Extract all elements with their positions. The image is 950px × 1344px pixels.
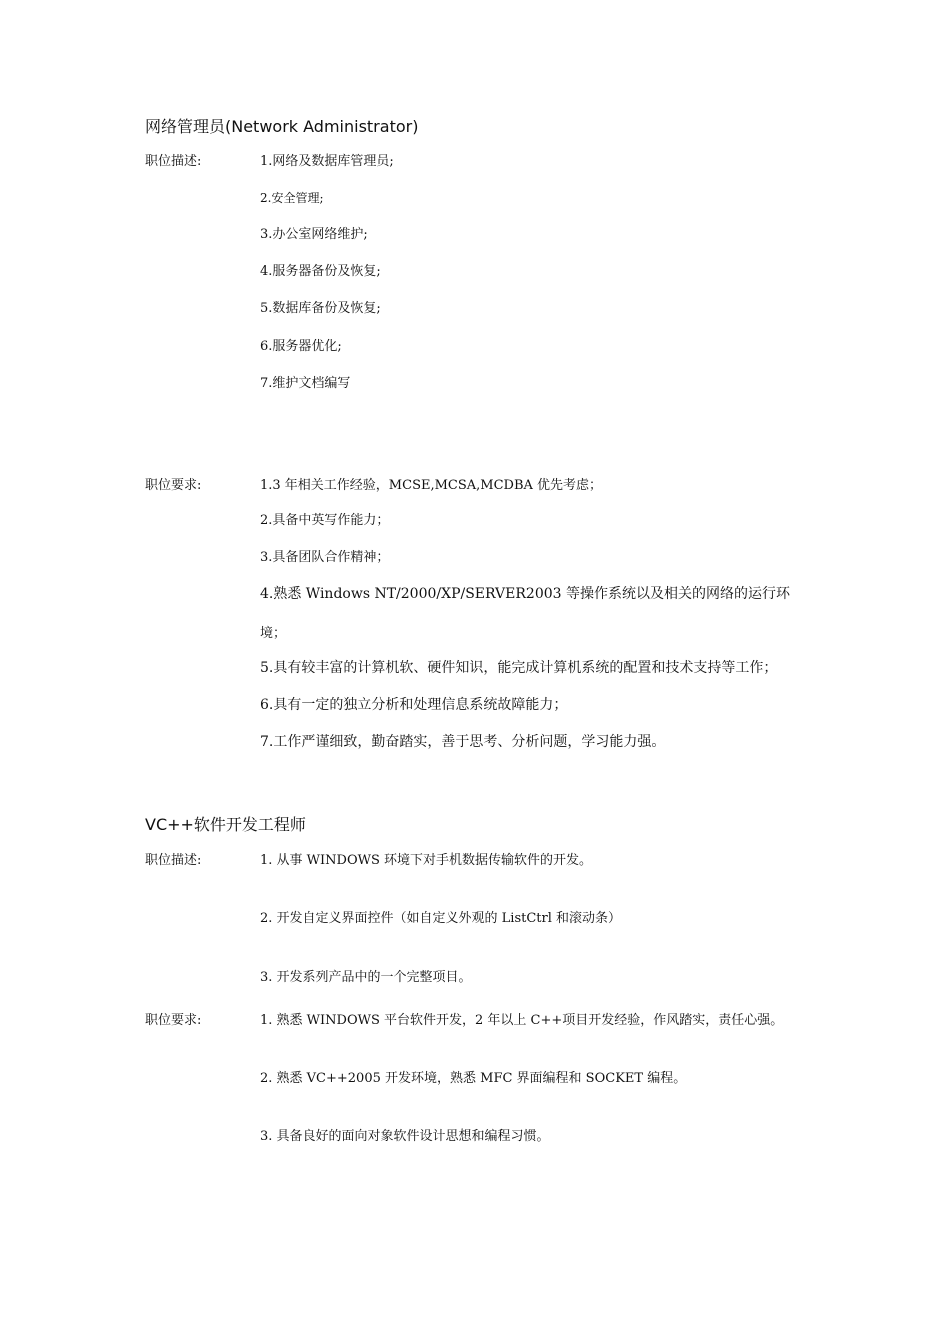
job-requirement-item: 2.具备中英写作能力；	[260, 513, 390, 528]
job-description-item: 3. 开发系列产品中的一个完整项目。	[260, 970, 472, 985]
job-description-item: 2. 开发自定义界面控件（如自定义外观的 ListCtrl 和滚动条）	[260, 911, 622, 926]
job-description-item: 1.网络及数据库管理员;	[260, 154, 394, 169]
job-description-item: 7.维护文档编写	[260, 376, 351, 391]
job-requirement-item: 2. 熟悉 VC++2005 开发环境，熟悉 MFC 界面编程和 SOCKET 编程。	[260, 1071, 687, 1086]
job-description-item: 1. 从事 WINDOWS 环境下对手机数据传输软件的开发。	[260, 853, 593, 868]
job-description-item: 4.服务器备份及恢复;	[260, 264, 381, 279]
job-requirement-item: 5.具有较丰富的计算机软、硬件知识，能完成计算机系统的配置和技术支持等工作；	[260, 660, 778, 676]
job-title-network-admin: 网络管理员(Network Administrator)	[145, 117, 419, 136]
job-requirement-item: 3. 具备良好的面向对象软件设计思想和编程习惯。	[260, 1129, 550, 1144]
job-requirement-item: 6.具有一定的独立分析和处理信息系统故障能力；	[260, 697, 568, 713]
job-title-vc-engineer: VC++软件开发工程师	[145, 815, 306, 834]
job-description-label: 职位描述:	[145, 853, 202, 868]
job-description-item: 3.办公室网络维护;	[260, 227, 368, 242]
job-requirement-item-continued: 境；	[260, 626, 287, 641]
job-description-label: 职位描述:	[145, 154, 202, 169]
job-requirement-item: 7.工作严谨细致，勤奋踏实，善于思考、分析问题，学习能力强。	[260, 734, 666, 750]
job-requirements-label: 职位要求:	[145, 478, 202, 493]
job-requirement-item: 3.具备团队合作精神；	[260, 550, 390, 565]
job-description-item: 2.安全管理;	[260, 191, 324, 205]
job-requirement-item: 1. 熟悉 WINDOWS 平台软件开发，2 年以上 C++项目开发经验，作风踏实，责任心强。	[260, 1013, 784, 1028]
job-requirements-label: 职位要求:	[145, 1013, 202, 1028]
job-requirement-item: 4.熟悉 Windows NT/2000/XP/SERVER2003 等操作系统以及相关的网络的运行环	[260, 586, 791, 602]
job-description-item: 6.服务器优化;	[260, 339, 342, 354]
job-requirement-item: 1.3 年相关工作经验，MCSE,MCSA,MCDBA 优先考虑；	[260, 478, 603, 493]
job-description-item: 5.数据库备份及恢复;	[260, 301, 381, 316]
